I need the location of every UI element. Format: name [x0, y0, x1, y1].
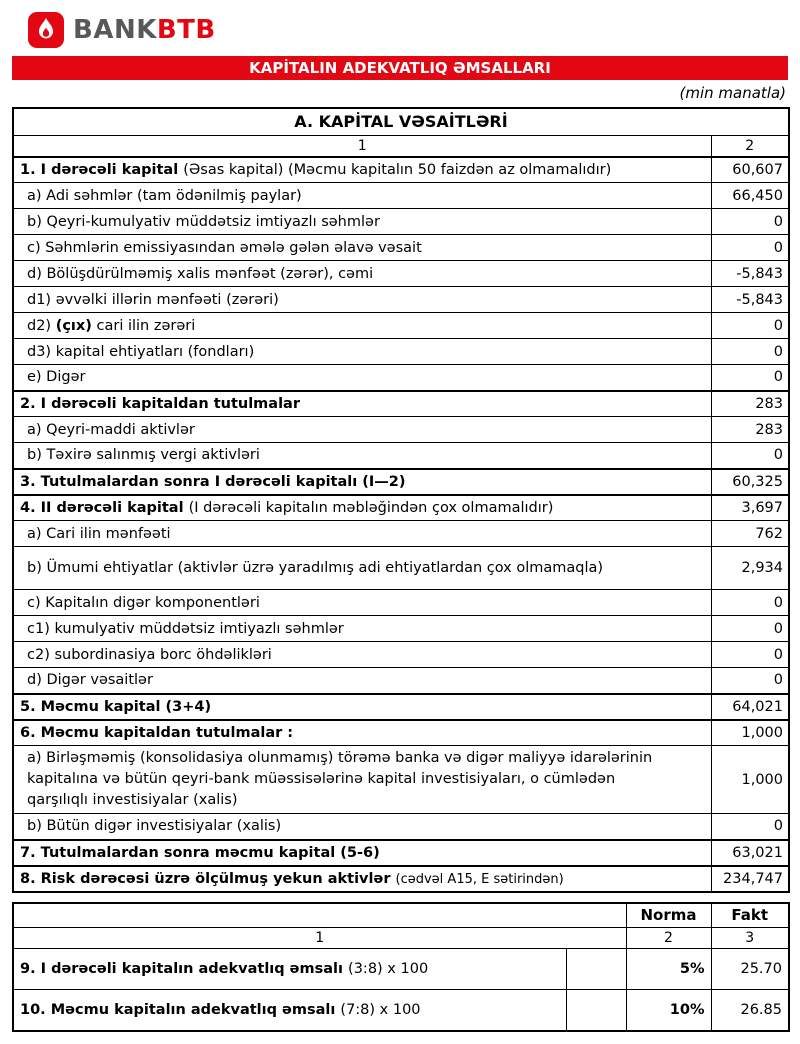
table-row [13, 949, 789, 990]
label-bold: 9. I dərəcəli kapitalın adekvatlıq əmsalı [20, 961, 349, 978]
table-row [13, 235, 789, 261]
row-label [13, 866, 711, 892]
row-value: 0 [711, 668, 789, 694]
row-value: 0 [711, 590, 789, 616]
table-row [13, 746, 789, 814]
label-rest: (cədvəl A15, E sətirindən) [395, 871, 564, 887]
label-rest: (7:8) x 100 [340, 1001, 421, 1018]
label-bold: 10. Məcmu kapitalın adekvatlıq əmsalı [20, 1001, 341, 1018]
table-row [13, 547, 789, 590]
table-row [13, 616, 789, 642]
row-value: 1,000 [711, 720, 789, 746]
column-number-row [13, 928, 789, 949]
fakt-value: 25.70 [711, 949, 789, 990]
row-value: 0 [711, 642, 789, 668]
norma-value: 10% [626, 990, 711, 1031]
table-row [13, 183, 789, 209]
row-label [13, 261, 711, 287]
row-value: 0 [711, 814, 789, 840]
label-pre: b) Ümumi ehtiyatlar (aktivlər üzrə yaradılmış adi ehtiyatlardan çox olmamaqla) [27, 560, 604, 576]
table-title: A. KAPİTAL VƏSAİTLƏRİ [13, 108, 789, 135]
row-label [13, 590, 711, 616]
row-value: 283 [711, 391, 789, 417]
row-value: 2,934 [711, 547, 789, 590]
logo-btb-text: BTB [156, 15, 216, 45]
row-label [13, 365, 711, 391]
row-value: 0 [711, 365, 789, 391]
table-row [13, 339, 789, 365]
table-row [13, 590, 789, 616]
fakt-value: 26.85 [711, 990, 789, 1031]
table-row [13, 287, 789, 313]
column-number-row [13, 135, 789, 157]
label-pre: d) Bölüşdürülməmiş xalis mənfəət (zərər), cəmi [27, 265, 374, 282]
row-value: 234,747 [711, 866, 789, 892]
logo-text [73, 17, 216, 43]
label-pre: b) Təxirə salınmış vergi aktivləri [27, 447, 260, 464]
column-number: 2 [711, 135, 789, 157]
label-pre: a) Adi səhmlər (tam ödənilmiş paylar) [27, 187, 302, 204]
table-title-row [13, 108, 789, 135]
label-rest: (3:8) x 100 [348, 961, 429, 978]
row-value: 60,325 [711, 469, 789, 495]
table-row [13, 495, 789, 521]
row-label [13, 840, 711, 866]
label-rest: cari ilin zərəri [91, 317, 196, 334]
row-value: 283 [711, 417, 789, 443]
label-pre: b) Qeyri-kumulyativ müddətsiz imtiyazlı səhmlər [27, 213, 380, 230]
row-label [13, 417, 711, 443]
title-banner: KAPİTALIN ADEKVATLIQ ƏMSALLARI [12, 56, 788, 80]
row-label [13, 495, 711, 521]
row-label [13, 547, 711, 590]
table-row [13, 642, 789, 668]
row-label [13, 720, 711, 746]
row-value: 0 [711, 443, 789, 469]
label-pre: a) Qeyri-maddi aktivlər [27, 421, 195, 438]
table-row [13, 157, 789, 183]
row-label [13, 469, 711, 495]
spacer-cell [566, 949, 626, 990]
table-row [13, 990, 789, 1031]
label-bold: 8. Risk dərəcəsi üzrə ölçülmuş yekun aktivlər [20, 870, 396, 887]
label-pre: d) Digər vəsaitlər [27, 672, 153, 689]
spacer-cell [566, 990, 626, 1031]
row-value: 64,021 [711, 694, 789, 720]
label-pre: a) Birləşməmiş (konsolidasiya olunmamış) törəmə banka və digər maliyyə idarələrinin kapitalına və bütün qeyri-bank müəssisələrinə kapital investisiyaları, o cümlədən qarşılıqlı investisiyalar (xalis) [27, 750, 653, 809]
row-label [13, 313, 711, 339]
row-value: 0 [711, 339, 789, 365]
norma-value: 5% [626, 949, 711, 990]
row-label [13, 521, 711, 547]
label-pre: b) Bütün digər investisiyalar (xalis) [27, 818, 282, 835]
row-label [13, 287, 711, 313]
row-value: 0 [711, 209, 789, 235]
label-pre: a) Cari ilin mənfəəti [27, 525, 171, 542]
row-label [13, 949, 566, 990]
label-pre: c1) kumulyativ müddətsiz imtiyazlı səhmlər [27, 620, 344, 637]
row-label [13, 339, 711, 365]
row-value: 66,450 [711, 183, 789, 209]
row-label [13, 183, 711, 209]
table-header-row [13, 903, 789, 928]
row-label [13, 990, 566, 1031]
label-rest: (I dərəcəli kapitalın məbləğindən çox olmamalıdır) [188, 499, 554, 516]
row-value: 1,000 [711, 746, 789, 814]
label-bold: 1. I dərəcəli kapital [20, 161, 184, 178]
label-bold: 5. Məcmu kapital (3+4) [20, 698, 212, 715]
column-number: 3 [711, 928, 789, 949]
row-value: 0 [711, 313, 789, 339]
table-row [13, 261, 789, 287]
label-bold: 2. I dərəcəli kapitaldan tutulmalar [20, 395, 300, 412]
label-pre: d2) [27, 317, 56, 334]
row-label [13, 209, 711, 235]
table-row [13, 814, 789, 840]
table-row [13, 469, 789, 495]
row-value: 762 [711, 521, 789, 547]
row-label [13, 157, 711, 183]
label-pre: c2) subordinasiya borc öhdəlikləri [27, 646, 272, 663]
flame-icon [28, 12, 64, 48]
label-pre: d3) kapital ehtiyatları (fondları) [27, 343, 255, 360]
header-empty-cell [13, 903, 626, 928]
label-bold: (çıx) [55, 317, 92, 334]
row-label [13, 235, 711, 261]
table-row [13, 417, 789, 443]
table-row [13, 209, 789, 235]
label-pre: c) Səhmlərin emissiyasından əmələ gələn əlavə vəsait [27, 239, 422, 256]
label-pre: d1) əvvəlki illərin mənfəəti (zərəri) [27, 291, 279, 308]
row-value: -5,843 [711, 287, 789, 313]
column-number: 2 [626, 928, 711, 949]
row-label [13, 668, 711, 694]
row-label [13, 391, 711, 417]
row-label [13, 814, 711, 840]
capital-funds-table [12, 107, 790, 893]
row-label [13, 443, 711, 469]
table-row [13, 720, 789, 746]
column-number: 1 [13, 928, 626, 949]
row-label [13, 642, 711, 668]
row-value: 3,697 [711, 495, 789, 521]
table-row [13, 443, 789, 469]
adequacy-ratios-table [12, 902, 790, 1032]
row-value: 0 [711, 235, 789, 261]
row-label [13, 694, 711, 720]
table-row [13, 521, 789, 547]
row-label [13, 746, 711, 814]
row-label [13, 616, 711, 642]
label-bold: 7. Tutulmalardan sonra məcmu kapital (5-6) [20, 844, 380, 861]
label-pre: e) Digər [27, 369, 86, 386]
table-row [13, 365, 789, 391]
label-bold: 6. Məcmu kapitaldan tutulmalar : [20, 724, 294, 741]
unit-note: (min manatla) [679, 84, 786, 102]
fakt-header: Fakt [711, 903, 789, 928]
label-rest: (Əsas kapital) (Məcmu kapitalın 50 faizdən az olmamalıdır) [183, 161, 612, 178]
table-row [13, 668, 789, 694]
table-row [13, 694, 789, 720]
table-row [13, 313, 789, 339]
label-bold: 3. Tutulmalardan sonra I dərəcəli kapitalı (I—2) [20, 473, 406, 490]
row-value: 63,021 [711, 840, 789, 866]
label-pre: c) Kapitalın digər komponentləri [27, 594, 260, 611]
table-row [13, 840, 789, 866]
row-value: 60,607 [711, 157, 789, 183]
column-number: 1 [13, 135, 711, 157]
row-value: -5,843 [711, 261, 789, 287]
header [12, 6, 788, 54]
norma-header: Norma [626, 903, 711, 928]
table-row [13, 391, 789, 417]
label-bold: 4. II dərəcəli kapital [20, 499, 189, 516]
bank-logo [28, 12, 216, 48]
logo-bank-text: BANK [73, 15, 157, 45]
table-row [13, 866, 789, 892]
row-value: 0 [711, 616, 789, 642]
